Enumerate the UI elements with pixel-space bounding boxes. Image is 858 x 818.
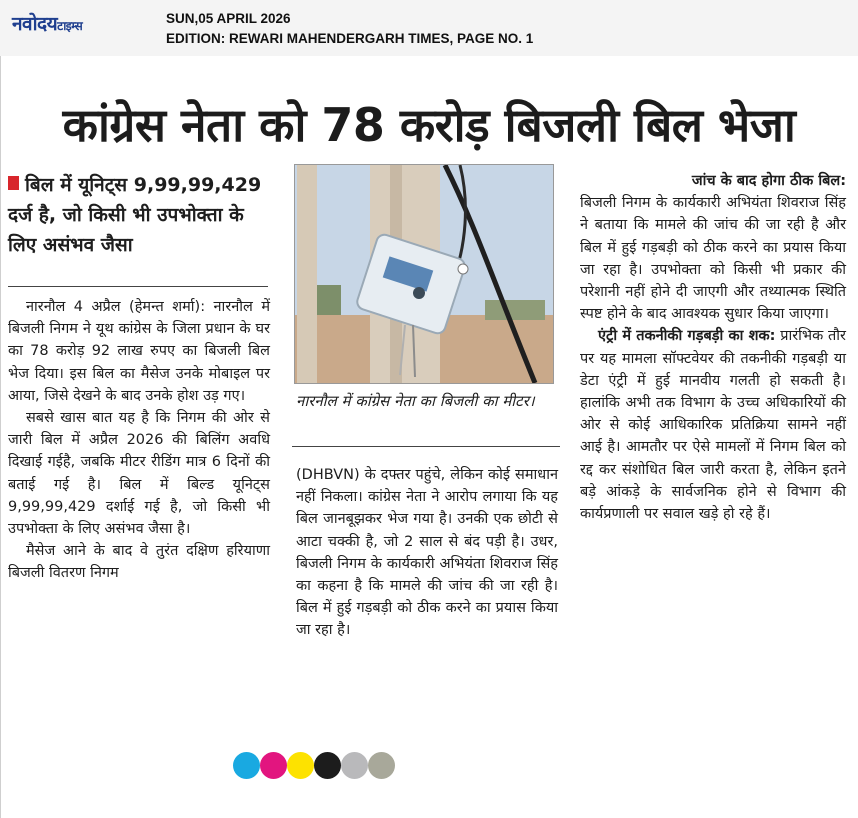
edition-line: EDITION: REWARI MAHENDERGARH TIMES, PAGE NO. 1 [166,31,534,46]
article-headline: कांग्रेस नेता को 78 करोड़ बिजली बिल भेजा [62,98,796,152]
black-color-mark [314,752,341,779]
column-2-paragraph-1: (DHBVN) के दफ्तर पहुंचे, लेकिन कोई समाधान नहीं निकला। कांग्रेस नेता ने आरोप लगाया कि यह बिल जानबूझकर भेज गया है। उनकी एक छोटी से आटा चक्की है, जो 2 साल से बंद पड़ी है। उधर, बिजली निगम के कार्यकारी अभियंता शिवराज सिंह का कहना है कि मामले की जांच की जा रही है। बिल में हुई गड़बड़ी को ठीक करने का प्रयास किया जा रहा है। [296,467,558,639]
caption-divider [292,446,560,447]
red-bullet-icon [8,176,19,190]
edition-header-bar [0,0,858,57]
meter-photo-illustration [295,165,553,383]
column-1-paragraph-3: मैसेज आने के बाद वे तुरंत दक्षिण हरियाणा बिजली वितरण निगम [8,543,270,582]
article-column-1 [8,296,270,585]
magenta-color-mark [260,752,287,779]
date-line: SUN,05 APRIL 2026 [166,11,291,26]
edition-meta [166,9,533,49]
article-column-3 [580,170,846,525]
subheading-text: बिल में यूनिट्स 9,99,99,429 दर्ज है, जो किसी भी उपभोक्ता के लिए असंभव जैसा [8,174,262,256]
olive-color-mark [368,752,395,779]
subheading-divider [8,286,268,287]
section-heading-technical-glitch: एंट्री में तकनीकी गड़बड़ी का शक: [598,328,776,345]
column-1-paragraph-2: सबसे खास बात यह है कि निगम की ओर से जारी बिल में अप्रैल 2026 की बिलिंग अवधि दिखाई गईहै, जबकि मीटर रीडिंग मात्र 6 दिनों की बताई गई है। बिल में बिल्ड यूनिट्स 9,99,99,429 दर्शाई गई है, जो किसी भी उपभोक्ता के लिए असंभव जैसा है। [8,410,270,538]
photo-caption: नारनौल में कांग्रेस नेता का बिजली का मीटर। [296,392,535,410]
column-3-paragraph-1: बिजली निगम के कार्यकारी अभियंता शिवराज सिंह ने बताया कि मामले की जांच की जा रही है और बिल में हुई गड़बड़ी को ठीक करने का प्रयास किया जा रहा है। उपभोक्ता को किसी भी प्रकार की परेशानी नहीं होने दी जाएगी और तथ्यात्मक स्थिति स्पष्ट होने के बाद आवश्यक सुधार किया जाएगा। [580,195,846,323]
logo-main-text: नवोदय [12,13,58,35]
column-3-paragraph-2: प्रारंभिक तौर पर यह मामला सॉफ्टवेयर की तकनीकी गड़बड़ी या डेटा एंट्री में हुई मानवीय गलती हो सकती है। हालांकि अभी तक विभाग के उच्च अधिकारियों की ओर से कोई आधिकारिक प्रतिक्रिया सामने नहीं आई है। आमतौर पर ऐसे मामलों में निगम बिल को रद्द कर संशोधित बिल जारी करता है, लेकिन इतने बड़े आंकड़े के सार्वजनिक होने से विभाग की कार्यप्रणाली पर सवाल खड़े हो रहे हैं। [580,328,846,523]
section-heading-investigation: जांच के बाद होगा ठीक बिल: [691,173,846,189]
cyan-color-mark [233,752,260,779]
article-column-2 [296,464,558,642]
yellow-color-mark [287,752,314,779]
newspaper-logo[interactable] [12,10,82,36]
article-subheading [8,170,270,260]
column-1-paragraph-1: नारनौल 4 अप्रैल (हेमन्त शर्मा): नारनौल में बिजली निगम ने यूथ कांग्रेस के जिला प्रधान के घर का 78 करोड़ 92 लाख रुपए का बिजली बिल भेज दिया। इस बिल का मैसेज उनके मोबाइल पर आया, जिसे देखने के बाद उनके होश उड़ गए। [8,299,270,404]
grey-color-mark [341,752,368,779]
electricity-meter-photo [294,164,554,384]
logo-suffix-text: टाइम्स [57,19,83,33]
